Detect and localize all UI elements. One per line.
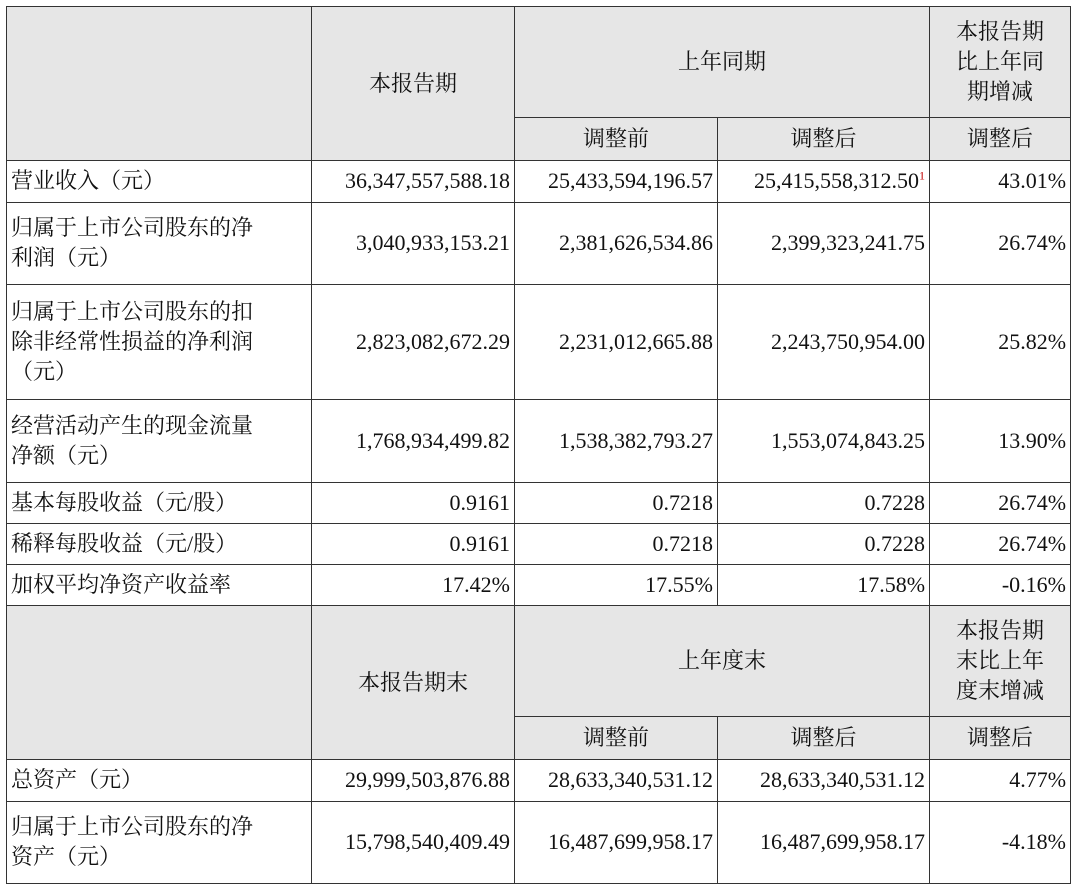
cell-change: 26.74% — [930, 202, 1071, 284]
header-current-period — [312, 7, 515, 161]
cell-change: -4.18% — [930, 801, 1071, 883]
cell-change: 13.90% — [930, 400, 1071, 482]
table-row — [7, 284, 1071, 399]
row-label — [7, 482, 312, 523]
cell-after: 16,487,699,958.17 — [718, 801, 930, 883]
row-label-line: 利润（元） — [11, 245, 122, 271]
header-after-adjustment: 调整后 — [718, 717, 930, 760]
cell-current: 0.9161 — [312, 523, 515, 564]
header-current-period-end-text: 本报告期末 — [357, 669, 468, 695]
cell-after-value: 25,415,558,312.50 — [754, 168, 920, 194]
cell-before: 16,487,699,958.17 — [515, 801, 718, 883]
cell-before: 2,381,626,534.86 — [515, 202, 718, 284]
table-row — [7, 202, 1071, 284]
row-label-line: 净额（元） — [11, 442, 122, 468]
row-label-line: 归属于上市公司股东的净 — [11, 814, 254, 840]
header-change-after-adjustment: 调整后 — [930, 118, 1071, 161]
row-label-line: （元） — [11, 359, 78, 385]
cell-before: 1,538,382,793.27 — [515, 400, 718, 482]
header-prior-year-end — [515, 606, 930, 717]
header-change-column — [930, 606, 1071, 717]
header-blank-cell — [7, 7, 312, 161]
cell-after: 0.7228 — [718, 482, 930, 523]
row-label — [7, 284, 312, 399]
table-row — [7, 523, 1071, 564]
header-change-line-1: 本报告期 — [956, 618, 1045, 644]
cell-change: 26.74% — [930, 523, 1071, 564]
cell-current: 36,347,557,588.18 — [312, 161, 515, 202]
row-label-line: 加权平均净资产收益率 — [11, 571, 232, 597]
cell-after: 2,243,750,954.00 — [718, 284, 930, 399]
header-prior-year-text: 上年同期 — [678, 49, 767, 75]
cell-before: 28,633,340,531.12 — [515, 760, 718, 801]
footnote-marker: 1 — [919, 169, 926, 184]
header-change-line-2: 比上年同 — [956, 49, 1045, 75]
row-label-line: 除非经常性损益的净利润 — [11, 329, 254, 355]
cell-after: 1,553,074,843.25 — [718, 400, 930, 482]
row-label — [7, 161, 312, 202]
table-row — [7, 482, 1071, 523]
cell-after: 0.7228 — [718, 523, 930, 564]
table-row — [7, 760, 1071, 801]
row-label — [7, 202, 312, 284]
cell-current: 1,768,934,499.82 — [312, 400, 515, 482]
header-change-line-1: 本报告期 — [956, 19, 1045, 45]
cell-before: 0.7218 — [515, 523, 718, 564]
header-current-period-text: 本报告期 — [368, 70, 457, 96]
header-change-line-2: 末比上年 — [956, 648, 1045, 674]
cell-change: 4.77% — [930, 760, 1071, 801]
financial-summary-table — [6, 6, 1071, 884]
row-label-line: 资产（元） — [11, 844, 122, 870]
table-row — [7, 564, 1071, 605]
cell-change: 43.01% — [930, 161, 1071, 202]
row-label-line: 归属于上市公司股东的扣 — [11, 299, 254, 325]
row-label — [7, 523, 312, 564]
cell-after: 28,633,340,531.12 — [718, 760, 930, 801]
cell-change: 26.74% — [930, 482, 1071, 523]
cell-change: -0.16% — [930, 564, 1071, 605]
row-label-line: 总资产（元） — [11, 767, 144, 793]
cell-current: 15,798,540,409.49 — [312, 801, 515, 883]
header-prior-year-end-text: 上年度末 — [678, 648, 767, 674]
cell-after: 2,399,323,241.75 — [718, 202, 930, 284]
header-change-line-3: 度末增减 — [956, 678, 1045, 704]
header-after-adjustment: 调整后 — [718, 118, 930, 161]
cell-before: 2,231,012,665.88 — [515, 284, 718, 399]
cell-current: 3,040,933,153.21 — [312, 202, 515, 284]
table-row — [7, 161, 1071, 202]
row-label — [7, 760, 312, 801]
cell-before: 0.7218 — [515, 482, 718, 523]
cell-current: 2,823,082,672.29 — [312, 284, 515, 399]
header-blank-cell — [7, 606, 312, 760]
cell-before: 17.55% — [515, 564, 718, 605]
cell-current: 29,999,503,876.88 — [312, 760, 515, 801]
header-before-adjustment: 调整前 — [515, 118, 718, 161]
row-label-line: 归属于上市公司股东的净 — [11, 215, 254, 241]
row-label-line: 经营活动产生的现金流量 — [11, 412, 254, 438]
table-row — [7, 801, 1071, 883]
cell-current: 17.42% — [312, 564, 515, 605]
header-change-after-adjustment: 调整后 — [930, 717, 1071, 760]
header-change-column — [930, 7, 1071, 118]
header-current-period-end — [312, 606, 515, 760]
cell-after: 17.58% — [718, 564, 930, 605]
table-row — [7, 400, 1071, 482]
header-before-adjustment: 调整前 — [515, 717, 718, 760]
row-label-line: 营业收入（元） — [11, 168, 166, 194]
row-label — [7, 564, 312, 605]
cell-after — [718, 161, 930, 202]
cell-change: 25.82% — [930, 284, 1071, 399]
row-label — [7, 400, 312, 482]
cell-current: 0.9161 — [312, 482, 515, 523]
header-prior-year-same-period — [515, 7, 930, 118]
row-label — [7, 801, 312, 883]
header-change-line-3: 期增减 — [967, 79, 1034, 105]
row-label-line: 稀释每股收益（元/股） — [11, 530, 238, 556]
cell-before: 25,433,594,196.57 — [515, 161, 718, 202]
row-label-line: 基本每股收益（元/股） — [11, 489, 238, 515]
